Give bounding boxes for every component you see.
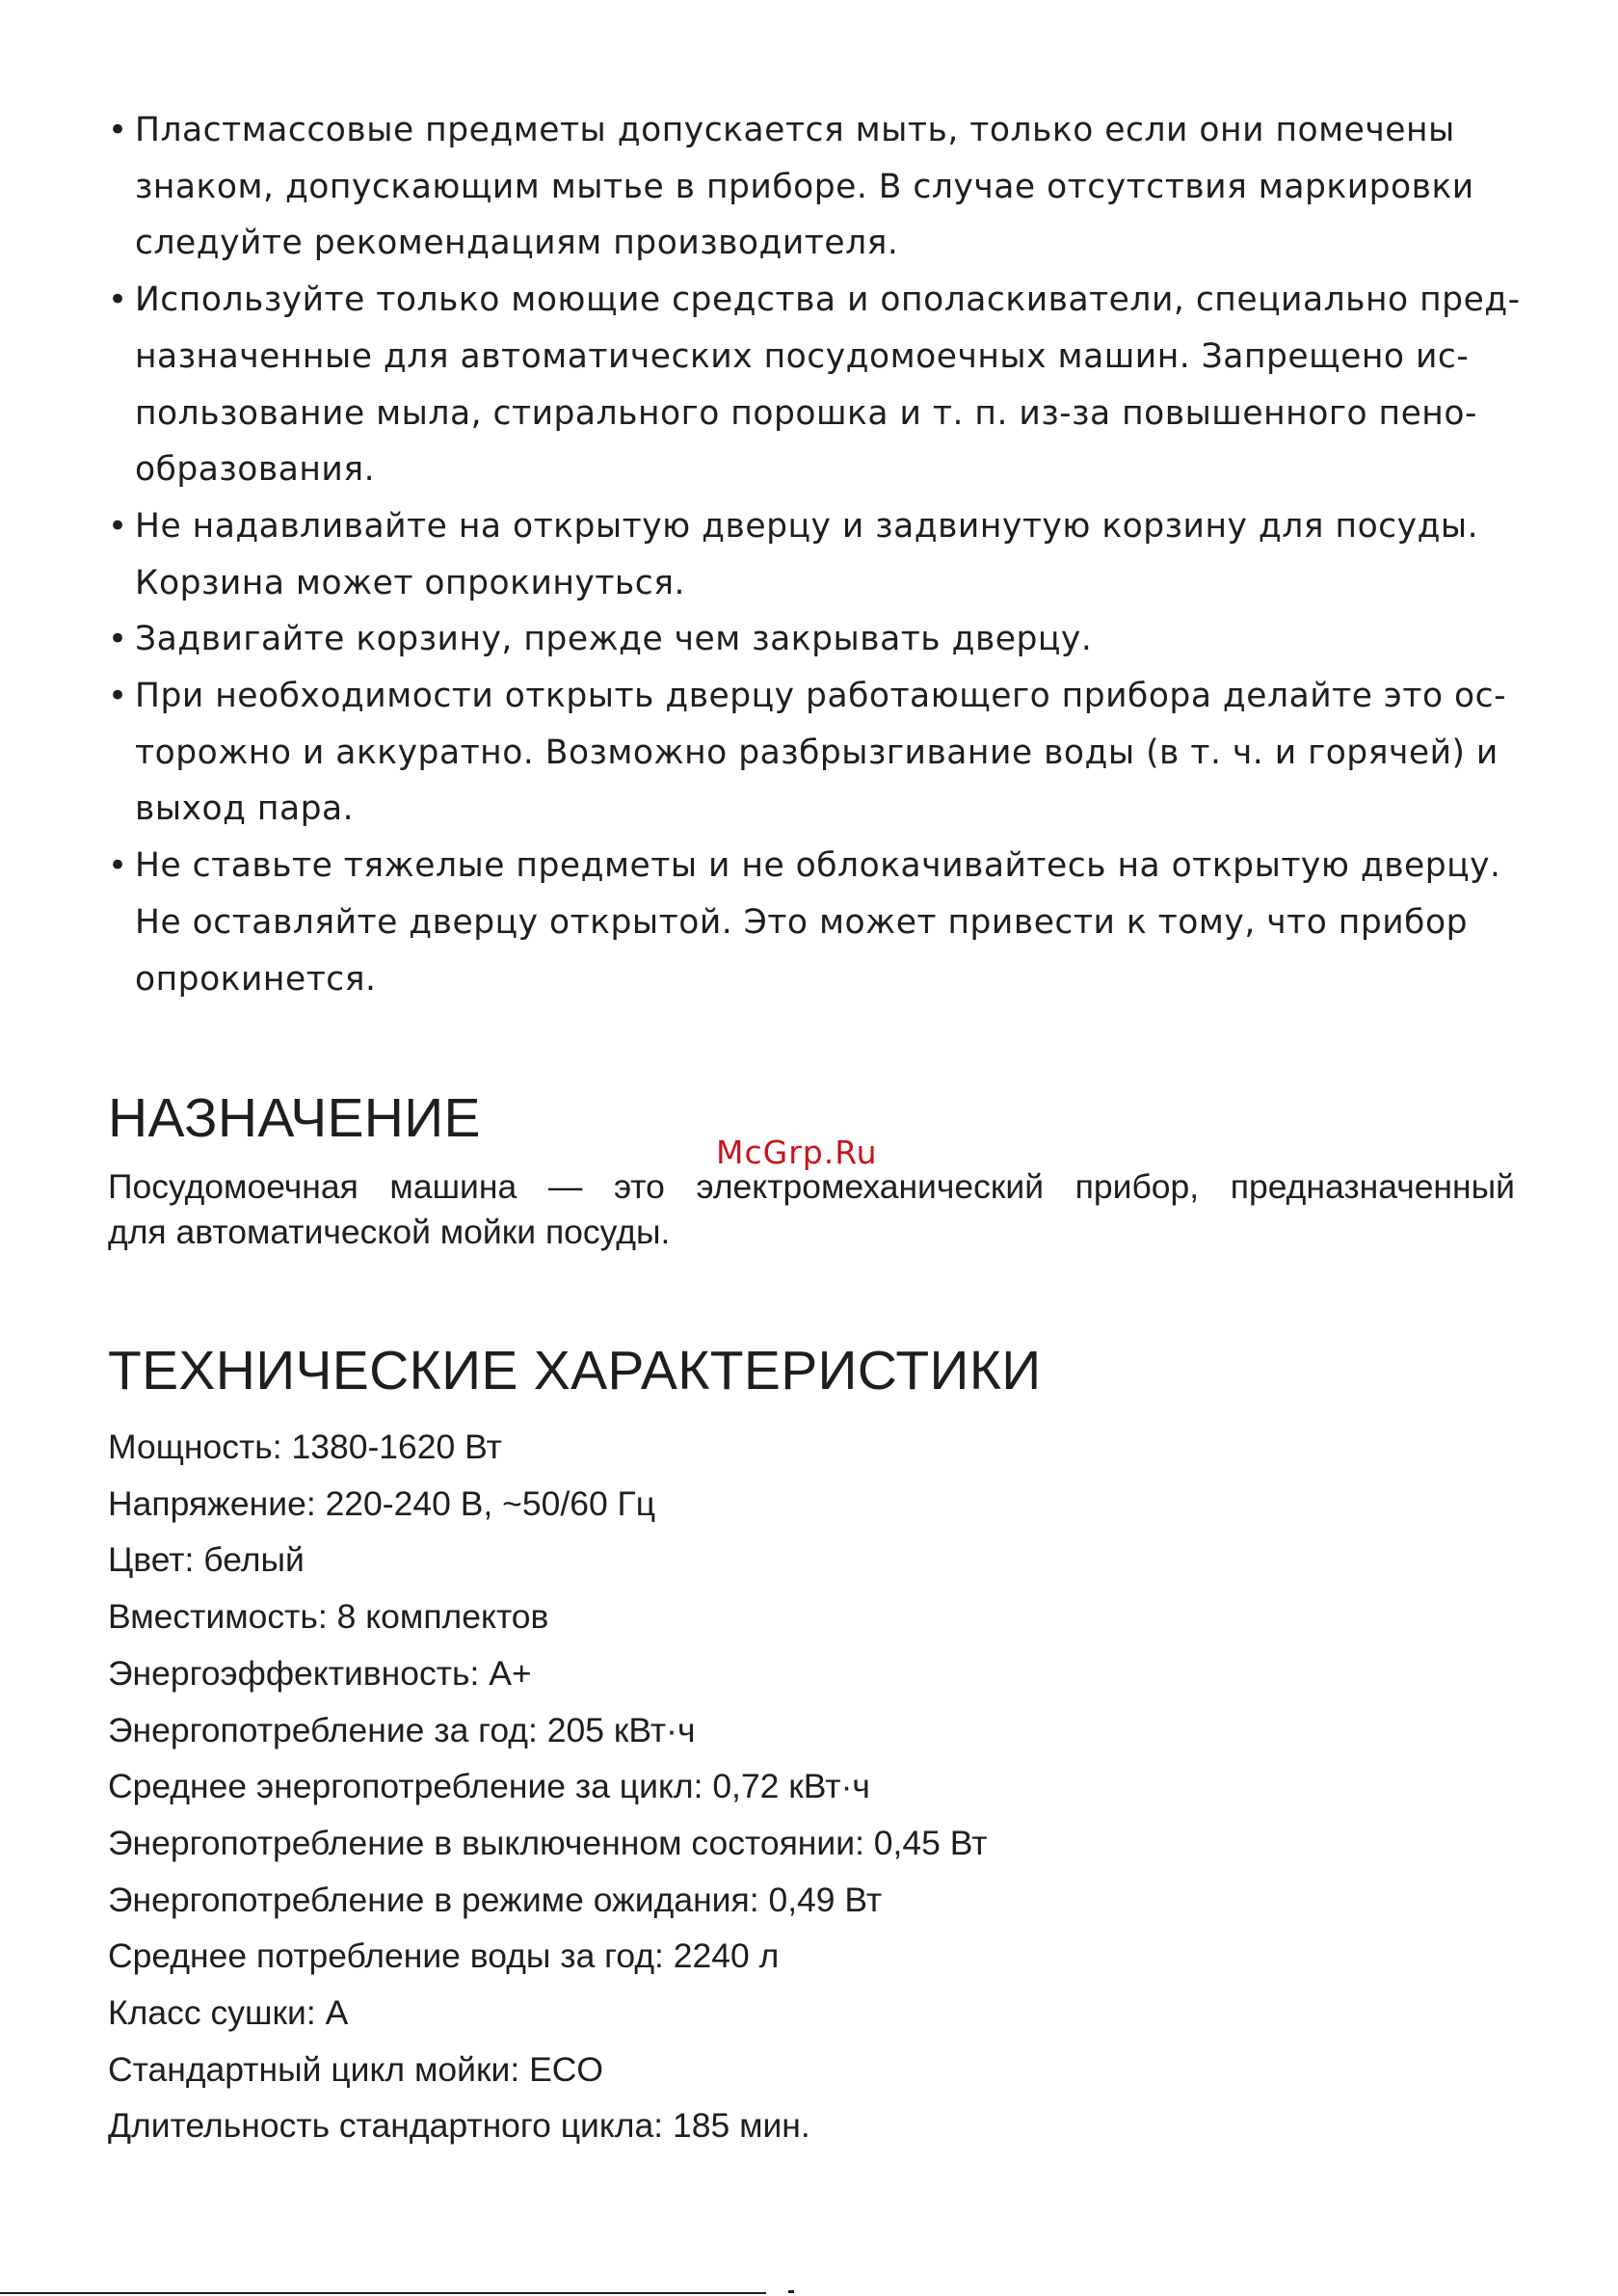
spec-item: Энергопотребление в режиме ожидания: 0,49 Вт [108, 1880, 883, 1919]
footer-rule [0, 2292, 766, 2294]
bullet-line: знаком, допускающим мытье в приборе. В случае отсутствия маркировки [135, 167, 1474, 206]
bullet-marker: • [108, 677, 128, 716]
spec-item: Стандартный цикл мойки: ECO [108, 2049, 604, 2089]
spec-item: Энергопотребление за год: 205 кВт·ч [108, 1710, 696, 1749]
bullet-marker: • [108, 846, 128, 886]
bullet-line: опрокинется. [135, 959, 377, 999]
bullet-line: следуйте рекомендациям производителя. [135, 224, 899, 263]
purpose-line: для автоматической мойки посуды. [108, 1213, 671, 1251]
bullet-line: Не надавливайте на открытую дверцу и задвинутую корзину для посуды. [135, 506, 1479, 546]
bullet-item [108, 102, 1515, 272]
bullet-item [108, 272, 1521, 498]
bullet-marker: • [108, 506, 128, 546]
bullet-line: Пластмассовые предметы допускается мыть, только если они помечены [135, 111, 1455, 149]
bullet-line: Не оставляйте дверцу открытой. Это может привести к тому, что прибор [135, 902, 1468, 942]
bullet-line: назначенные для автоматических посудомоечных машин. Запрещено ис- [135, 336, 1470, 376]
specs-list [108, 1419, 988, 2154]
purpose-paragraph [108, 1164, 1515, 1255]
spec-item: Вместимость: 8 комплектов [108, 1597, 549, 1637]
bullet-line: выход пара. [135, 789, 355, 829]
bullet-item [108, 611, 1515, 668]
purpose-line: Посудомоечная машина — это электромеханический прибор, предназначенный [108, 1167, 1515, 1206]
spec-item: Среднее энергопотребление за цикл: 0,72 кВт·ч [108, 1767, 870, 1806]
bullet-line: При необходимости открыть дверцу работающего прибора делайте это ос- [135, 677, 1507, 716]
spec-item: Длительность стандартного цикла: 185 мин. [108, 2106, 810, 2146]
spec-item: Цвет: белый [108, 1540, 305, 1580]
bullet-line: пользование мыла, стирального порошка и т. п. из-за повышенного пено- [135, 393, 1477, 433]
purpose-heading: НАЗНАЧЕНИЕ [108, 1087, 481, 1149]
spec-item: Энергопотребление в выключенном состоянии: 0,45 Вт [108, 1823, 988, 1862]
bullet-item [108, 498, 1515, 611]
spec-item: Энергоэффективность: A+ [108, 1653, 532, 1693]
spec-item: Класс сушки: A [108, 1993, 349, 2033]
bullet-item [108, 668, 1515, 838]
spec-item: Мощность: 1380-1620 Вт [108, 1428, 502, 1466]
bullet-line: торожно и аккуратно. Возможно разбрызгивание воды (в т. ч. и горячей) и [135, 733, 1499, 772]
bullet-marker: • [108, 620, 128, 659]
bullet-line: Задвигайте корзину, прежде чем закрывать дверцу. [135, 620, 1093, 659]
specs-heading: ТЕХНИЧЕСКИЕ ХАРАКТЕРИСТИКИ [108, 1340, 1042, 1402]
safety-bullet-list [108, 102, 1521, 1007]
bullet-line: Корзина может опрокинуться. [135, 563, 685, 602]
footer-tick [788, 2290, 794, 2293]
bullet-line: Не ставьте тяжелые предметы и не облокачивайтесь на открытую дверцу. [135, 846, 1501, 886]
bullet-line: Используйте только моющие средства и ополаскиватели, специально пред- [135, 280, 1521, 320]
bullet-item [108, 838, 1515, 1007]
bullet-marker: • [108, 111, 128, 149]
watermark: McGrp.Ru [716, 1134, 878, 1171]
bullet-line: образования. [135, 450, 376, 490]
spec-item: Напряжение: 220-240 В, ~50/60 Гц [108, 1483, 656, 1523]
spec-item: Среднее потребление воды за год: 2240 л [108, 1936, 780, 1976]
bullet-marker: • [108, 280, 128, 320]
